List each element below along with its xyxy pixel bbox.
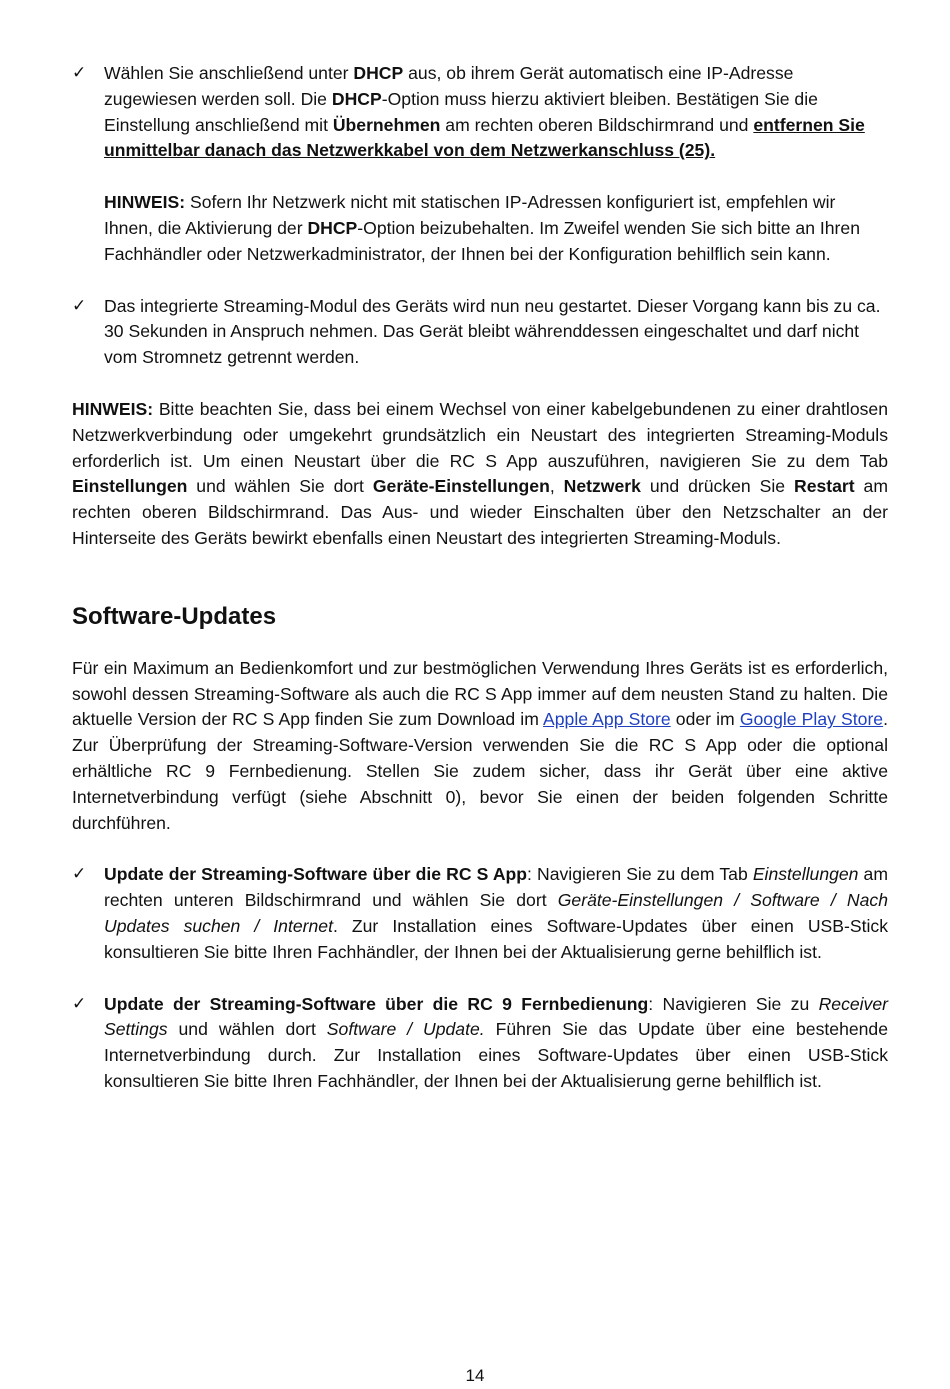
- note-label: HINWEIS:: [72, 398, 154, 419]
- intro-paragraph: Für ein Maximum an Bedienkomfort und zur bestmöglichen Verwendung Ihres Geräts ist es erforderlich, sowohl dessen Streaming-Software als auch die RC S App immer auf dem neusten Stand zu halten. Die aktuelle Version der RC S App finden Sie zum Download im Apple App Store oder im Google Play Store. Zur Überprüfung der Streaming-Software-Version verwenden Sie die RC S App oder die optional erhältliche RC 9 Fernbedienung. Stellen Sie zudem sicher, dass ihr Gerät über eine aktive Internetverbindung verfügt (siehe Abschnitt 0), bevor Sie einen der beiden folgenden Schritte durchführen.: [72, 657, 888, 833]
- checkmark-icon: ✓: [72, 295, 87, 316]
- note-label: HINWEIS:: [104, 192, 186, 213]
- step-dhcp-text: Wählen Sie anschließend unter DHCP aus, ob ihrem Gerät automatisch eine IP-Adresse zugewiesen werden soll. Die DHCP-Option muss hierzu aktiviert bleiben. Bestätigen Sie die Einstellung anschließend mit Übernehmen am rechten oberen Bildschirmrand und entfernen Sie unmittelbar danach das Netzwerkkabel von dem Netzwerkanschluss (25).: [104, 63, 865, 161]
- section-heading: Software-Updates: [72, 602, 277, 630]
- page-number: 14: [465, 1366, 485, 1385]
- warning-underlined: entfernen Sie unmittelbar danach das Netzwerkkabel von dem Netzwerkanschluss (25).: [104, 114, 865, 161]
- checkmark-icon: ✓: [72, 993, 87, 1014]
- step-restart: [72, 294, 888, 371]
- note-network-switch: HINWEIS: Bitte beachten Sie, dass bei einem Wechsel von einer kabelgebundenen zu einer drahtlosen Netzwerkverbindung oder umgekehrt grundsätzlich ein Neustart des integrierten Streaming-Moduls erforderlich ist. Um einen Neustart über die RC S App auszuführen, navigieren Sie zu dem Tab Einstellungen und wählen Sie dort Geräte-Einstellungen, Netzwerk und drücken Sie Restart am rechten oberen Bildschirmrand. Das Aus- und wieder Einschalten über den Netzschalter an der Hinterseite des Geräts bewirkt ebenfalls einen Neustart des integrierten Streaming-Moduls.: [72, 398, 888, 548]
- step-dhcp: [72, 61, 888, 164]
- document-page: [72, 61, 888, 1095]
- update-via-app-text: Update der Streaming-Software über die RC S App: Navigieren Sie zu dem Tab Einstellungen am rechten unteren Bildschirmrand und wählen Sie dort Geräte-Einstellungen / Software / Nach Updates suchen / Internet. Zur Installation eines Software-Updates über einen USB-Stick konsultieren Sie bitte Ihren Fachhändler, der Ihnen bei der Aktualisierung gerne behilflich ist.: [104, 864, 888, 962]
- step-restart-text: Das integrierte Streaming-Modul des Geräts wird nun neu gestartet. Dieser Vorgang kann bis zu ca. 30 Sekunden in Anspruch nehmen. Das Gerät bleibt währenddessen eingeschaltet und darf nicht vom Stromnetz getrennt werden.: [104, 295, 881, 368]
- note-dhcp: [72, 190, 888, 267]
- checkmark-icon: ✓: [72, 864, 87, 885]
- update-via-remote-text: Update der Streaming-Software über die RC 9 Fernbedienung: Navigieren Sie zu Receiver Settings und wählen dort Software / Update. Führen Sie das Update über eine bestehende Internetverbindung durch. Zur Installation eines Software-Updates über einen USB-Stick konsultieren Sie bitte Ihren Fachhändler, der Ihnen bei der Aktualisierung gerne behilflich ist.: [104, 993, 888, 1091]
- google-play-store-link[interactable]: Google Play Store: [739, 709, 884, 730]
- note-dhcp-text: HINWEIS: Sofern Ihr Netzwerk nicht mit statischen IP-Adressen konfiguriert ist, empfehlen wir Ihnen, die Aktivierung der DHCP-Option beizubehalten. Im Zweifel wenden Sie sich bitte an Ihren Fachhändler oder Netzwerkadministrator, der Ihnen bei der Konfiguration behilflich sein kann.: [104, 192, 860, 264]
- update-via-app: [72, 862, 888, 965]
- checkmark-icon: ✓: [72, 63, 87, 83]
- update-via-remote: [72, 992, 888, 1095]
- apple-app-store-link[interactable]: Apple App Store: [543, 709, 671, 730]
